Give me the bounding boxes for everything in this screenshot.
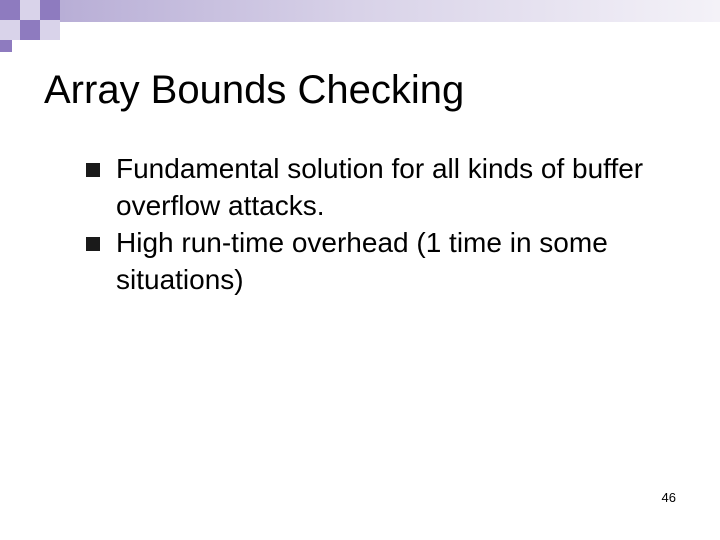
header-gradient-band: [60, 0, 720, 22]
decorative-square: [20, 20, 40, 40]
bullet-text: Fundamental solution for all kinds of buffer overflow attacks.: [116, 153, 644, 221]
decorative-square: [40, 0, 60, 20]
bullet-text: High run-time overhead (1 time in some situations): [116, 227, 608, 295]
bullet-item: [84, 150, 704, 224]
bullet-list: [84, 150, 704, 298]
decorative-square: [40, 20, 60, 40]
decorative-square: [0, 40, 12, 52]
decorative-square: [0, 0, 20, 20]
square-bullet-icon: [86, 163, 100, 177]
square-bullet-icon: [86, 237, 100, 251]
slide-number: 46: [661, 490, 676, 505]
slide-title: Array Bounds Checking: [44, 68, 465, 112]
bullet-item: [84, 224, 704, 298]
decorative-square: [0, 20, 20, 40]
decorative-square: [20, 0, 40, 20]
